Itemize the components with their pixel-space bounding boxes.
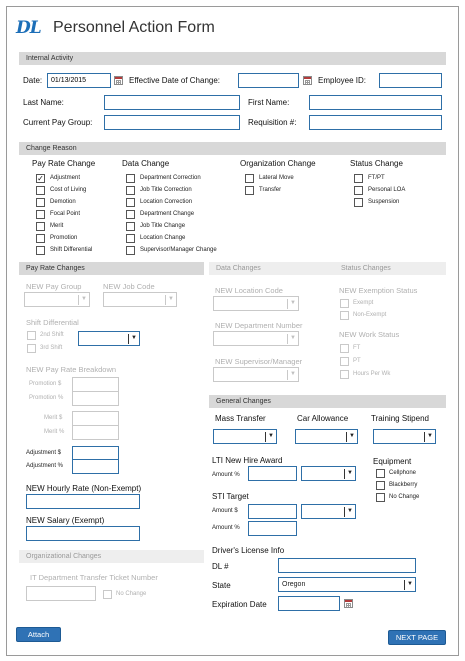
checkbox-label: Personal LOA [368, 187, 406, 193]
checkbox-3rd-shift[interactable] [27, 344, 36, 353]
sti-select[interactable]: ▼ [301, 504, 356, 519]
new-department-number-select[interactable]: ▼ [213, 331, 299, 346]
checkbox-suspension[interactable] [354, 198, 363, 207]
data-change-title: Data Change [122, 159, 170, 168]
checkbox-label: Supervisor/Manager Change [140, 247, 217, 253]
checkbox-no-change-it[interactable] [103, 590, 112, 599]
state-value: Oregon [282, 581, 306, 588]
attach-button[interactable]: Attach [16, 627, 61, 642]
checkbox-label: Suspension [368, 199, 400, 205]
expiration-date-input[interactable] [278, 596, 340, 611]
it-ticket-input[interactable] [26, 586, 96, 601]
checkbox-label: Shift Differential [50, 247, 93, 253]
checkbox-department-change[interactable] [126, 210, 135, 219]
training-stipend-label: Training Stipend [371, 414, 429, 423]
state-label: State [212, 581, 231, 590]
sti-amount-percent-label: Amount % [212, 525, 240, 531]
sti-amount-dollar-label: Amount $ [212, 508, 238, 514]
salary-input[interactable] [26, 526, 140, 541]
checkbox-ft-pt[interactable] [354, 174, 363, 183]
checkbox-ft[interactable] [340, 344, 349, 353]
mass-transfer-select[interactable]: ▼ [213, 429, 277, 444]
checkbox-label: Adjustment [50, 175, 81, 181]
checkbox-label: Non-Exempt [353, 312, 387, 318]
lti-label: LTI New Hire Award [212, 456, 283, 465]
checkbox-label: Blackberry [389, 482, 418, 488]
equipment-label: Equipment [373, 457, 412, 466]
checkbox-department-correction[interactable] [126, 174, 135, 183]
date-label: Date: [23, 76, 43, 85]
requisition-label: Requisition #: [248, 118, 297, 127]
calendar-icon[interactable] [114, 76, 123, 85]
new-location-code-label: NEW Location Code [215, 286, 283, 295]
last-name-label: Last Name: [23, 98, 64, 107]
calendar-icon[interactable] [303, 76, 312, 85]
checkbox-personal-loa[interactable] [354, 186, 363, 195]
section-general-changes: General Changes [209, 395, 446, 408]
checkbox-label: Job Title Change [140, 223, 186, 229]
section-pay-rate-changes: Pay Rate Changes [19, 262, 204, 275]
dl-logo: DL [16, 18, 41, 38]
checkbox-label: Lateral Move [259, 175, 294, 181]
checkbox-label: Merit [50, 223, 64, 229]
promotion-percent-label: Promotion % [29, 395, 64, 401]
lti-amount-input[interactable] [248, 466, 297, 481]
section-organizational-changes: Organizational Changes [19, 550, 204, 563]
checkbox-location-correction[interactable] [126, 198, 135, 207]
salary-label: NEW Salary (Exempt) [26, 516, 105, 525]
employee-id-input[interactable] [379, 73, 442, 88]
checkbox-supervisor-change[interactable] [126, 246, 135, 255]
first-name-input[interactable] [309, 95, 442, 110]
new-location-code-select[interactable]: ▼ [213, 296, 299, 311]
it-ticket-label: IT Department Transfer Ticket Number [30, 573, 158, 582]
checkbox-pt[interactable] [340, 357, 349, 366]
checkbox-label: Location Change [140, 235, 186, 241]
checkbox-promotion[interactable] [36, 234, 45, 243]
calendar-icon[interactable] [344, 599, 353, 608]
checkbox-focal-point[interactable] [36, 210, 45, 219]
checkbox-no-change-equipment[interactable] [376, 493, 385, 502]
status-change-title: Status Change [350, 159, 403, 168]
checkbox-2nd-shift[interactable] [27, 331, 36, 340]
checkbox-hours-per-week[interactable] [340, 370, 349, 379]
checkbox-adjustment[interactable]: ✓ [37, 174, 44, 183]
new-supervisor-label: NEW Supervisor/Manager [215, 357, 303, 366]
checkbox-label: Focal Point [50, 211, 81, 217]
pay-group-label: Current Pay Group: [23, 118, 93, 127]
section-internal-activity: Internal Activity [19, 52, 446, 65]
checkbox-location-change[interactable] [126, 234, 135, 243]
checkbox-job-title-change[interactable] [126, 222, 135, 231]
merit-amount-label: Merit $ [44, 415, 63, 421]
checkbox-label: No Change [116, 591, 147, 597]
checkbox-label: Promotion [50, 235, 78, 241]
expiration-date-label: Expiration Date [212, 600, 267, 609]
exemption-status-label: NEW Exemption Status [339, 286, 418, 295]
checkbox-exempt[interactable] [340, 299, 349, 308]
shift-differential-select[interactable]: ▼ [78, 331, 140, 346]
checkbox-label: Hours Per Wk [353, 371, 391, 377]
drivers-license-label: Driver's License Info [212, 546, 285, 555]
checkbox-merit[interactable] [36, 222, 45, 231]
pay-rate-change-title: Pay Rate Change [32, 159, 96, 168]
state-select[interactable]: Oregon ▼ [278, 577, 416, 592]
last-name-input[interactable] [104, 95, 240, 110]
organization-change-title: Organization Change [240, 159, 316, 168]
new-job-code-select[interactable]: ▼ [103, 292, 177, 307]
shift-differential-label: Shift Differential [26, 318, 79, 327]
effective-date-label: Effective Date of Change: [129, 76, 221, 85]
section-change-reason: Change Reason [19, 142, 446, 155]
section-data-changes: Data Changes [209, 262, 334, 275]
checkbox-label: 2nd Shift [40, 332, 64, 338]
page-title: Personnel Action Form [53, 19, 215, 36]
adjustment-amount-label: Adjustment $ [26, 450, 62, 456]
checkbox-label: FT [353, 345, 361, 351]
lti-select[interactable]: ▼ [301, 466, 356, 481]
car-allowance-select[interactable]: ▼ [295, 429, 358, 444]
adjustment-percent-label: Adjustment % [26, 463, 64, 469]
hourly-rate-input[interactable] [26, 494, 140, 509]
training-stipend-select[interactable]: ▼ [373, 429, 436, 444]
checkbox-blackberry[interactable] [376, 481, 385, 490]
checkbox-label: No Change [389, 494, 420, 500]
checkbox-label: PT [353, 358, 361, 364]
new-pay-group-select[interactable]: ▼ [24, 292, 90, 307]
checkbox-label: 3rd Shift [40, 345, 63, 351]
checkbox-cost-of-living[interactable] [36, 186, 45, 195]
new-job-code-label: NEW Job Code [103, 282, 155, 291]
new-department-number-label: NEW Department Number [215, 321, 303, 330]
checkbox-label: Demotion [50, 199, 76, 205]
pay-rate-breakdown-label: NEW Pay Rate Breakdown [26, 365, 117, 374]
checkbox-label: Exempt [353, 300, 374, 306]
employee-id-label: Employee ID: [318, 76, 367, 85]
checkbox-label: Department Correction [140, 175, 201, 181]
mass-transfer-label: Mass Transfer [215, 414, 266, 423]
date-input[interactable] [47, 73, 111, 88]
merit-amount-input[interactable] [72, 411, 119, 426]
checkbox-label: Location Correction [140, 199, 193, 205]
pay-group-input[interactable] [104, 115, 240, 130]
checkbox-shift-differential[interactable] [36, 246, 45, 255]
first-name-label: First Name: [248, 98, 290, 107]
checkbox-label: FT/PT [368, 175, 385, 181]
lti-amount-percent-label: Amount % [212, 472, 240, 478]
promotion-amount-label: Promotion $ [29, 381, 62, 387]
adjustment-percent-input[interactable] [72, 459, 119, 474]
next-page-button[interactable]: NEXT PAGE [388, 630, 446, 645]
checkbox-job-title-correction[interactable] [126, 186, 135, 195]
checkbox-label: Cost of Living [50, 187, 87, 193]
work-status-label: NEW Work Status [339, 330, 400, 339]
checkbox-cellphone[interactable] [376, 469, 385, 478]
checkbox-label: Job Title Correction [140, 187, 192, 193]
dl-number-label: DL # [212, 562, 229, 571]
dl-number-input[interactable] [278, 558, 416, 573]
promotion-amount-input[interactable] [72, 377, 119, 392]
new-pay-group-label: NEW Pay Group [26, 282, 82, 291]
checkbox-label: Cellphone [389, 470, 417, 476]
merit-percent-input[interactable] [72, 425, 119, 440]
hourly-rate-label: NEW Hourly Rate (Non-Exempt) [26, 484, 142, 493]
promotion-percent-input[interactable] [72, 391, 119, 406]
merit-percent-label: Merit % [44, 429, 65, 435]
sti-amount-input[interactable] [248, 504, 297, 519]
checkbox-label: Department Change [140, 211, 195, 217]
checkbox-demotion[interactable] [36, 198, 45, 207]
sti-target-label: STI Target [212, 492, 249, 501]
checkbox-label: Transfer [259, 187, 282, 193]
requisition-input[interactable] [309, 115, 442, 130]
checkbox-non-exempt[interactable] [340, 311, 349, 320]
sti-percent-input[interactable] [248, 521, 297, 536]
section-status-changes: Status Changes [334, 262, 446, 275]
checkbox-transfer[interactable] [245, 186, 254, 195]
checkbox-lateral-move[interactable] [245, 174, 254, 183]
effective-date-input[interactable] [238, 73, 299, 88]
car-allowance-label: Car Allowance [297, 414, 349, 423]
new-supervisor-select[interactable]: ▼ [213, 367, 299, 382]
